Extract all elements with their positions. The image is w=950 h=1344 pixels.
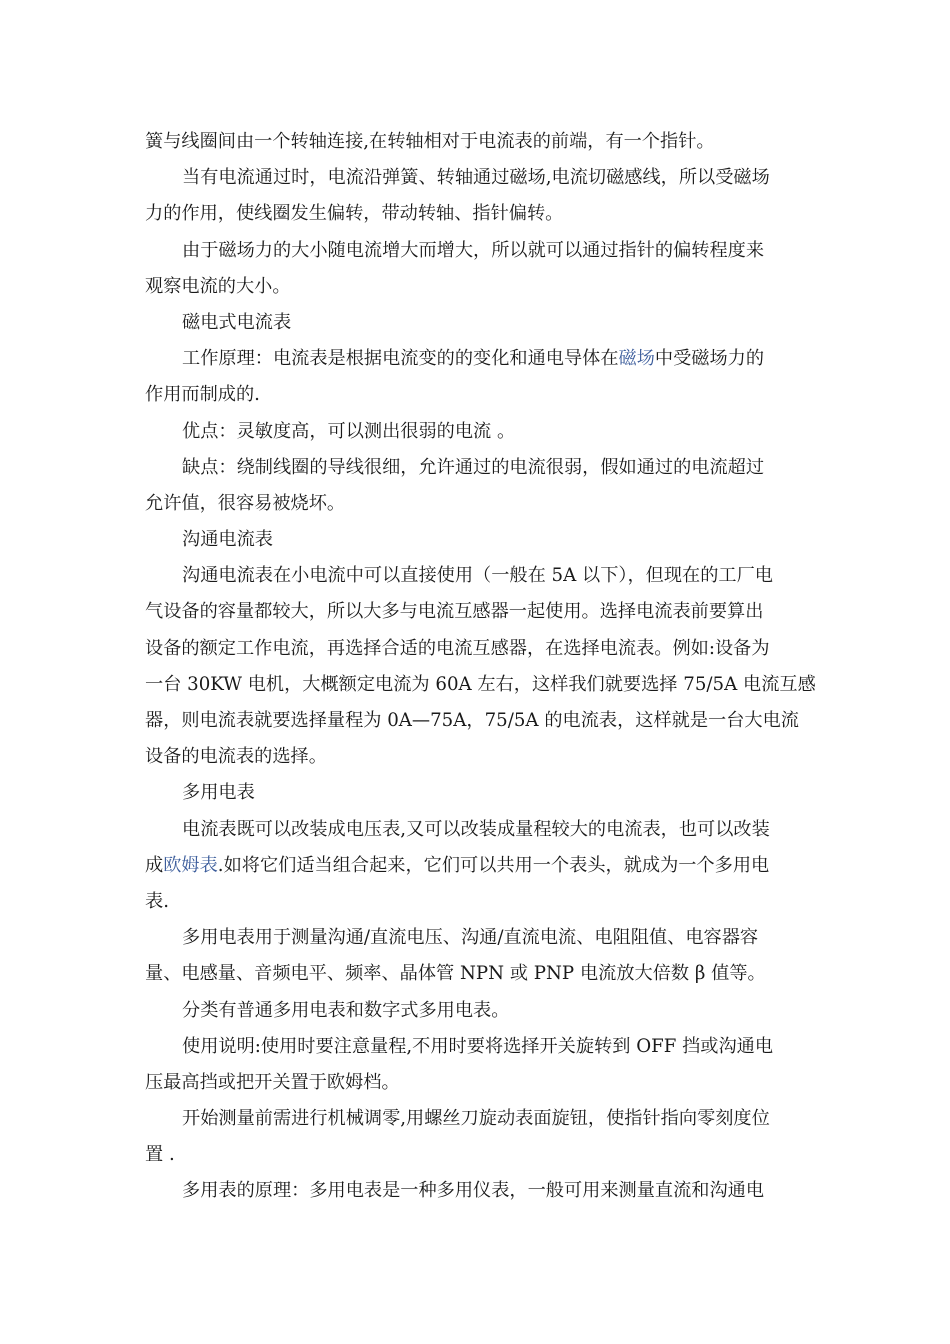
text-line: 当有电流通过时，电流沿弹簧、转轴通过磁场,电流切磁感线，所以受磁场 (182, 167, 770, 189)
text-line: 电流表既可以改装成电压表,又可以改装成量程较大的电流表，也可以改装 (182, 818, 770, 840)
text-line: 力的作用，使线圈发生偏转，带动转轴、指针偏转。 (145, 203, 564, 225)
text-line: 允许值，很容易被烧坏。 (145, 492, 346, 514)
text-line: 一台 30KW 电机，大概额定电流为 60A 左右，这样我们就要选择 75/5A 电流互感 (145, 673, 816, 695)
text-line: 作用而制成的. (145, 384, 260, 406)
text-line: 分类有普通多用电表和数字式多用电表。 (182, 999, 510, 1021)
text-fragment: 中受磁场力的 (654, 348, 765, 370)
text-line: 量、电感量、音频电平、频率、晶体管 NPN 或 PNP 电流放大倍数 β 值等。 (145, 963, 766, 985)
text-line: 优点：灵敏度高，可以测出很弱的电流 。 (182, 420, 516, 442)
text-line: 开始测量前需进行机械调零,用螺丝刀旋动表面旋钮，使指针指向零刻度位 (182, 1108, 770, 1130)
text-line: 压最高挡或把开关置于欧姆档。 (145, 1071, 400, 1093)
text-line: 多用表的原理：多用电表是一种多用仪表，一般可用来测量直流和沟通电 (182, 1180, 765, 1202)
text-line: 观察电流的大小。 (145, 275, 291, 297)
text-line (145, 848, 807, 884)
text-line: 置 . (145, 1144, 175, 1166)
link-magnetic-field[interactable]: 磁场 (618, 348, 655, 370)
text-line: 器，则电流表就要选择量程为 0A—75A，75/5A 的电流表，这样就是一台大电流 (145, 710, 799, 731)
section-heading: 磁电式电流表 (182, 311, 292, 333)
text-line: 沟通电流表在小电流中可以直接使用（一般在 5A 以下），但现在的工厂电 (182, 565, 773, 587)
text-line: 气设备的容量都较大，所以大多与电流互感器一起使用。选择电流表前要算出 (145, 601, 764, 623)
text-line: 设备的电流表的选择。 (145, 746, 327, 768)
text-line: 表. (145, 890, 169, 912)
text-fragment: 成 (145, 854, 164, 876)
section-heading: 多用电表 (182, 782, 255, 804)
document-body (145, 124, 816, 1210)
text-line: 簧与线圈间由一个转轴连接,在转轴相对于电流表的前端，有一个指针。 (145, 131, 715, 152)
section-heading: 沟通电流表 (182, 529, 273, 551)
text-fragment: .如将它们适当组合起来，它们可以共用一个表头，就成为一个多用电 (217, 854, 770, 876)
text-line: 使用说明:使用时要注意量程,不用时要将选择开关旋转到 OFF 挡或沟通电 (182, 1035, 774, 1057)
text-line: 缺点：绕制线圈的导线很细，允许通过的电流很弱，假如通过的电流超过 (182, 456, 765, 478)
text-line: 由于磁场力的大小随电流增大而增大，所以就可以通过指针的偏转程度来 (182, 239, 765, 261)
link-ohmmeter[interactable]: 欧姆表 (163, 854, 218, 876)
text-line (145, 341, 807, 377)
text-line: 设备的额定工作电流，再选择合适的电流互感器，在选择电流表。例如:设备为 (145, 637, 770, 659)
text-line: 多用电表用于测量沟通/直流电压、沟通/直流电流、电阻阻值、电容器容 (182, 927, 759, 949)
text-fragment: 工作原理：电流表是根据电流变的的变化和通电导体在 (182, 348, 619, 370)
